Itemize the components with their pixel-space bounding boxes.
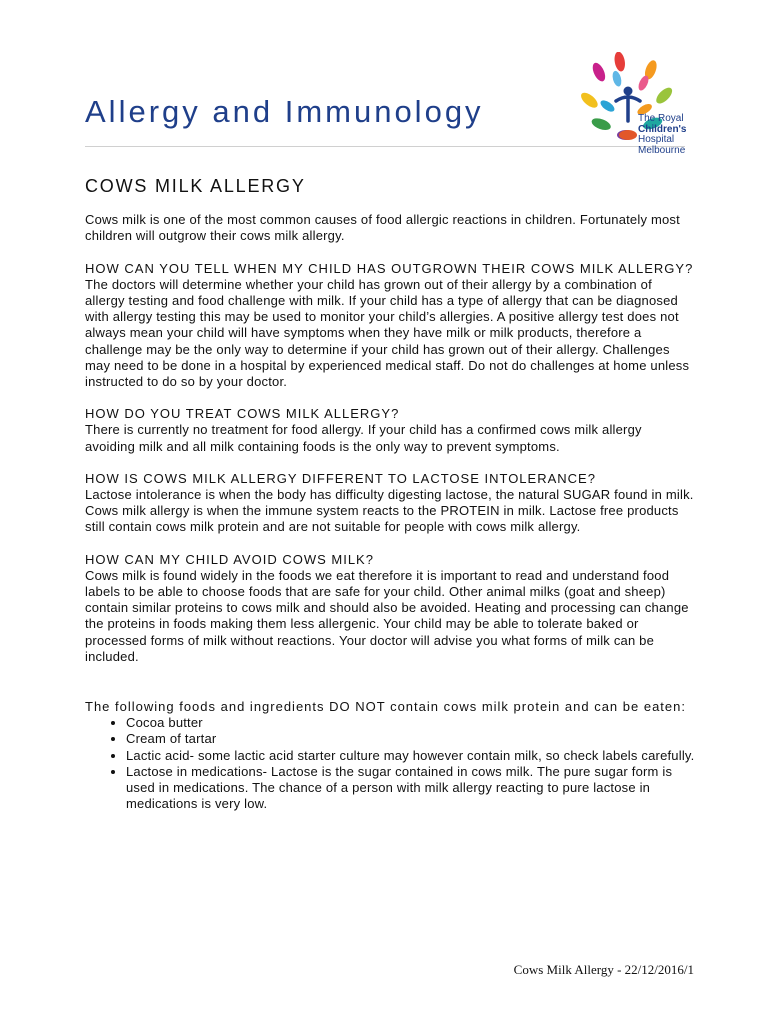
logo-line-2: Children's — [638, 123, 687, 135]
section-answer: Cows milk is found widely in the foods we eat therefore it is important to read and understand food labels to be able to choose foods that are safe for your child. Other animal milks (goat and sheep) contain similar proteins to cows milk and should also be avoided. Heating and processing can change the proteins in foods making them less allergenic. Your child may be able to tolerate baked or processed forms of milk without reactions. Your doctor will advise you what forms of milk can be included. — [85, 567, 689, 664]
section-question: HOW CAN YOU TELL WHEN MY CHILD HAS OUTGROWN THEIR COWS MILK ALLERGY? — [85, 260, 694, 276]
section-question: HOW CAN MY CHILD AVOID COWS MILK? — [85, 551, 374, 567]
list-item: • Cocoa butter — [126, 715, 695, 731]
section-answer: Lactose intolerance is when the body has difficulty digesting lactose, the natural SUGAR found in milk. Cows milk allergy is when the immune system reacts to the PROTEIN in milk. Lactose free products still contain cows milk protein and are not suitable for people with cows milk allergy. — [85, 487, 694, 535]
hospital-logo-text — [638, 114, 687, 156]
intro-paragraph: Cows milk is one of the most common causes of food allergic reactions in children. Fortunately most children will outgrow their cows milk allergy. — [85, 212, 680, 244]
page-title: Allergy and Immunology — [85, 94, 484, 129]
list-intro: The following foods and ingredients DO NOT contain cows milk protein and can be eaten: — [85, 699, 686, 715]
list-item: • Lactose in medications- Lactose is the sugar contained in cows milk. The pure sugar form is used in medications. The chance of a person with milk allergy reacting to pure lactose in medications is very low. — [126, 764, 695, 813]
document-body — [85, 178, 695, 813]
section-question: HOW IS COWS MILK ALLERGY DIFFERENT TO LACTOSE INTOLERANCE? — [85, 470, 596, 486]
section-answer: There is currently no treatment for food allergy. If your child has a confirmed cows milk allergy avoiding milk and all milk containing foods is the only way to prevent symptoms. — [85, 422, 642, 454]
logo-line-3: Hospital — [638, 134, 675, 145]
list-item: • Cream of tartar — [126, 731, 695, 747]
section-avoid — [85, 552, 695, 665]
logo-line-1: The Royal — [638, 113, 684, 124]
logo-line-4: Melbourne — [638, 144, 686, 156]
spacer — [85, 681, 695, 699]
section-answer: The doctors will determine whether your child has grown out of their allergy by a combination of allergy testing and food challenge with milk. If your child has a type of allergy that can be diagnosed with allergy testing this may be used to monitor your child’s allergies. A positive allergy test does not always mean your child will have symptoms when they have milk or milk products, therefore a challenge may be the only way to determine if your child has grown out of their allergy. Challenges may need to be done in a hospital by experienced medical staff. Do not do challenges at home unless instructed to do so by your doctor. — [85, 276, 690, 390]
document-heading: COWS MILK ALLERGY — [85, 176, 306, 196]
list-item: • Lactic acid- some lactic acid starter culture may however contain milk, so check labels carefully. — [126, 748, 695, 764]
page-footer: Cows Milk Allergy - 22/12/2016/1 — [513, 962, 694, 977]
section-question: HOW DO YOU TREAT COWS MILK ALLERGY? — [85, 406, 400, 422]
section-lactose — [85, 471, 695, 536]
safe-foods-list — [85, 715, 695, 812]
section-outgrown — [85, 261, 695, 391]
section-treatment — [85, 406, 695, 455]
